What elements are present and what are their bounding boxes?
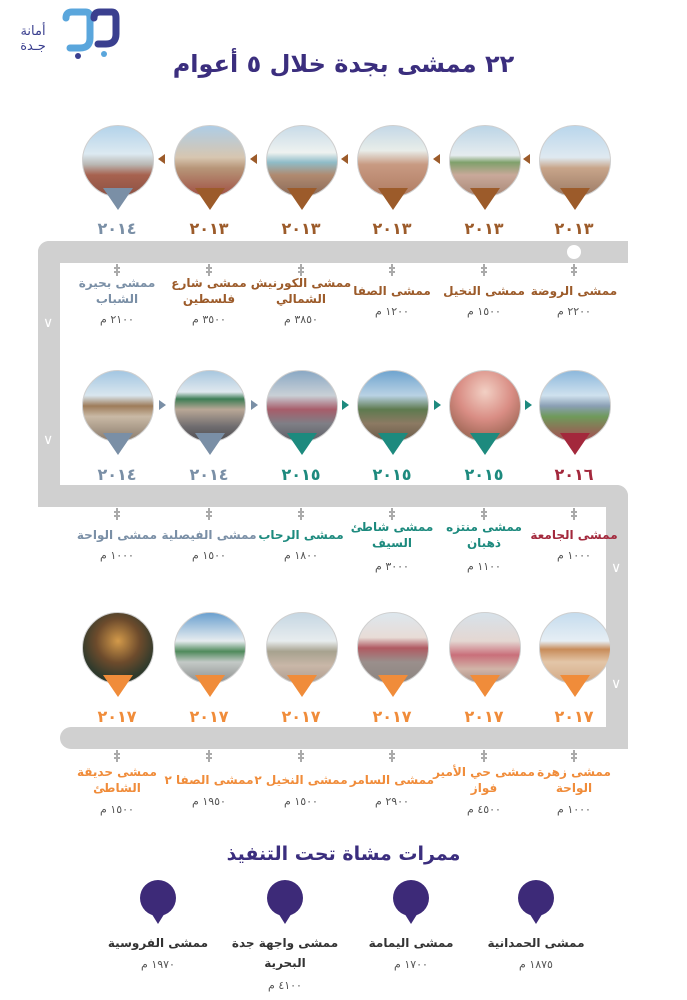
walkway-distance: ١٥٠٠ م [284,795,318,808]
track-connector [300,508,302,520]
row-arrow [251,400,258,410]
row-arrow [341,154,348,164]
walkway-name: ممشى الواحة [76,528,158,542]
walkway-distance: ١٠٠٠ م [557,803,591,816]
walkway-year: ٢٠١٤ [97,465,137,484]
walkway-year: ٢٠١٤ [189,465,229,484]
track-connector [208,508,210,520]
pin-tip [560,188,590,210]
pin-tip [287,433,317,455]
track-connector [573,508,575,520]
walkway-year: ٢٠١٦ [554,465,594,484]
chevron-down-icon: ∨ [611,676,622,692]
walkway-distance: ٢٩٠٠ م [375,795,409,808]
walkway-distance: ١٥٠٠ م [467,305,501,318]
walkway-photo [82,125,154,197]
pin-tip [195,433,225,455]
walkway-distance: ٣٠٠٠ م [375,560,409,573]
pin-tip [560,433,590,455]
walkway-photo [82,370,154,442]
timeline-track-row-1 [38,241,628,263]
walkway-distance: ٢١٠٠ م [100,313,134,326]
pin-tip [560,675,590,697]
walkway-photo [174,125,246,197]
walkway-photo [82,612,154,684]
walkway-photo [357,125,429,197]
pin-tip [378,675,408,697]
walkway-photo [266,370,338,442]
pin-tip [103,433,133,455]
chevron-down-icon: ∨ [611,560,622,576]
walkway-distance: ١٥٠٠ م [100,803,134,816]
track-connector [116,264,118,276]
walkway-photo [539,125,611,197]
walkway-name: ممشى الرحاب [258,528,344,542]
row-arrow [525,400,532,410]
logo-text-line-1: أمانة [20,24,46,39]
walkway-year: ٢٠١٤ [97,219,137,238]
track-connector [483,750,485,762]
walkway-year: ٢٠١٣ [281,219,321,238]
pin-tip [195,675,225,697]
walkway-name: ممشى واجهة جدة البحرية [231,936,339,970]
walkway-photo [357,370,429,442]
walkway-distance: ١١٠٠ م [467,560,501,573]
row-arrow [158,154,165,164]
walkway-year: ٢٠١٣ [464,219,504,238]
walkway-year: ٢٠١٥ [372,465,412,484]
walkway-distance: ١٥٠٠ م [192,549,226,562]
walkway-name: ممشى منتزه ذهبان [446,520,522,550]
walkway-name: ممشى شارع فلسطين [171,276,247,306]
pin-tip [470,188,500,210]
pin-tip [470,433,500,455]
walkway-photo [539,370,611,442]
walkway-name: ممشى الجامعة [530,528,618,542]
walkway-name: ممشى الصفا [353,284,431,298]
walkway-distance: ٤١٠٠ م [268,979,302,992]
chevron-down-icon: ∨ [43,432,54,448]
track-connector [573,264,575,276]
walkway-name: ممشى بحيرة الشباب [78,276,156,306]
walkway-photo [266,612,338,684]
pin-tip [103,675,133,697]
timeline-start-dot [567,245,581,259]
walkway-distance: ٤٥٠٠ م [467,803,501,816]
track-connector [573,750,575,762]
pin-tip [287,675,317,697]
pin-tip [103,188,133,210]
walkway-distance: ١٩٧٠ م [141,958,175,971]
walkway-distance: ١٠٠٠ م [100,549,134,562]
walkway-name: ممشى الروضة [530,284,618,298]
walkway-year: ٢٠١٧ [372,707,412,726]
walkway-name: ممشى الكورنيش الشمالي [250,276,352,306]
walkway-year: ٢٠١٥ [281,465,321,484]
walkway-name: ممشى شاطئ السيف [350,520,434,550]
walkway-distance: ١٠٠٠ م [557,549,591,562]
walkway-photo [539,612,611,684]
walkway-photo [174,370,246,442]
walkway-year: ٢٠١٧ [464,707,504,726]
walkway-year: ٢٠١٧ [281,707,321,726]
track-connector [483,508,485,520]
walkway-distance: ١٨٠٠ م [284,549,318,562]
row-arrow [434,400,441,410]
timeline-track-row-2 [38,485,628,507]
walkway-distance: ١٢٠٠ م [375,305,409,318]
walkway-distance: ٣٥٠٠ م [192,313,226,326]
map-pin-icon [518,880,554,926]
track-connector [391,508,393,520]
row-arrow [342,400,349,410]
pin-tip [287,188,317,210]
walkway-distance: ١٧٠٠ م [394,958,428,971]
timeline-track-row-3 [60,727,628,749]
track-connector [116,508,118,520]
walkway-name: ممشى حي الأمير فواز [433,765,535,795]
walkway-photo [449,125,521,197]
walkway-photo [449,370,521,442]
walkway-year: ٢٠١٧ [189,707,229,726]
track-connector [300,750,302,762]
walkway-distance: ١٩٥٠ م [192,795,226,808]
walkway-name: ممشى الحمدانية [487,936,585,950]
walkway-photo [266,125,338,197]
walkway-photo [174,612,246,684]
map-pin-icon [267,880,303,926]
walkway-distance: ١٨٧٥ م [519,958,553,971]
chevron-down-icon: ∨ [43,315,54,331]
walkway-year: ٢٠١٣ [554,219,594,238]
walkway-name: ممشى زهرة الواحة [537,765,611,795]
walkway-distance: ٣٨٥٠ م [284,313,318,326]
track-connector [208,264,210,276]
walkway-name: ممشى النخيل [443,284,525,298]
walkway-name: ممشى الفيصلية [161,528,257,542]
track-connector [300,264,302,276]
walkway-name: ممشى النخيل ٢ [254,773,348,787]
row-arrow [523,154,530,164]
walkway-year: ٢٠١٧ [554,707,594,726]
pin-tip [378,433,408,455]
track-connector [391,750,393,762]
walkway-year: ٢٠١٧ [97,707,137,726]
track-connector [208,750,210,762]
pin-tip [195,188,225,210]
track-connector [483,264,485,276]
walkway-year: ٢٠١٥ [464,465,504,484]
row-arrow [250,154,257,164]
track-connector [116,750,118,762]
walkway-name: ممشى الصفا ٢ [164,773,254,787]
logo-text-line-2: جـدة [20,39,46,54]
pin-tip [378,188,408,210]
row-arrow [433,154,440,164]
walkway-name: ممشى الفروسية [107,936,209,950]
walkway-year: ٢٠١٣ [189,219,229,238]
track-connector [391,264,393,276]
pin-tip [470,675,500,697]
walkway-photo [449,612,521,684]
row-arrow [159,400,166,410]
walkway-name: ممشى السامر [349,773,435,787]
walkway-distance: ٢٢٠٠ م [557,305,591,318]
walkway-name: ممشى اليمامة [368,936,454,950]
walkway-year: ٢٠١٣ [372,219,412,238]
walkway-photo [357,612,429,684]
section-title-under-construction: ممرات مشاة تحت التنفيذ [226,843,461,865]
page-title: ٢٢ ممشى بجدة خلال ٥ أعوام [172,50,515,78]
timeline-track-right-bend [606,485,628,749]
timeline-track-left-bend [38,241,60,507]
map-pin-icon [140,880,176,926]
map-pin-icon [393,880,429,926]
walkway-name: ممشى حديقة الشاطئ [76,765,157,795]
